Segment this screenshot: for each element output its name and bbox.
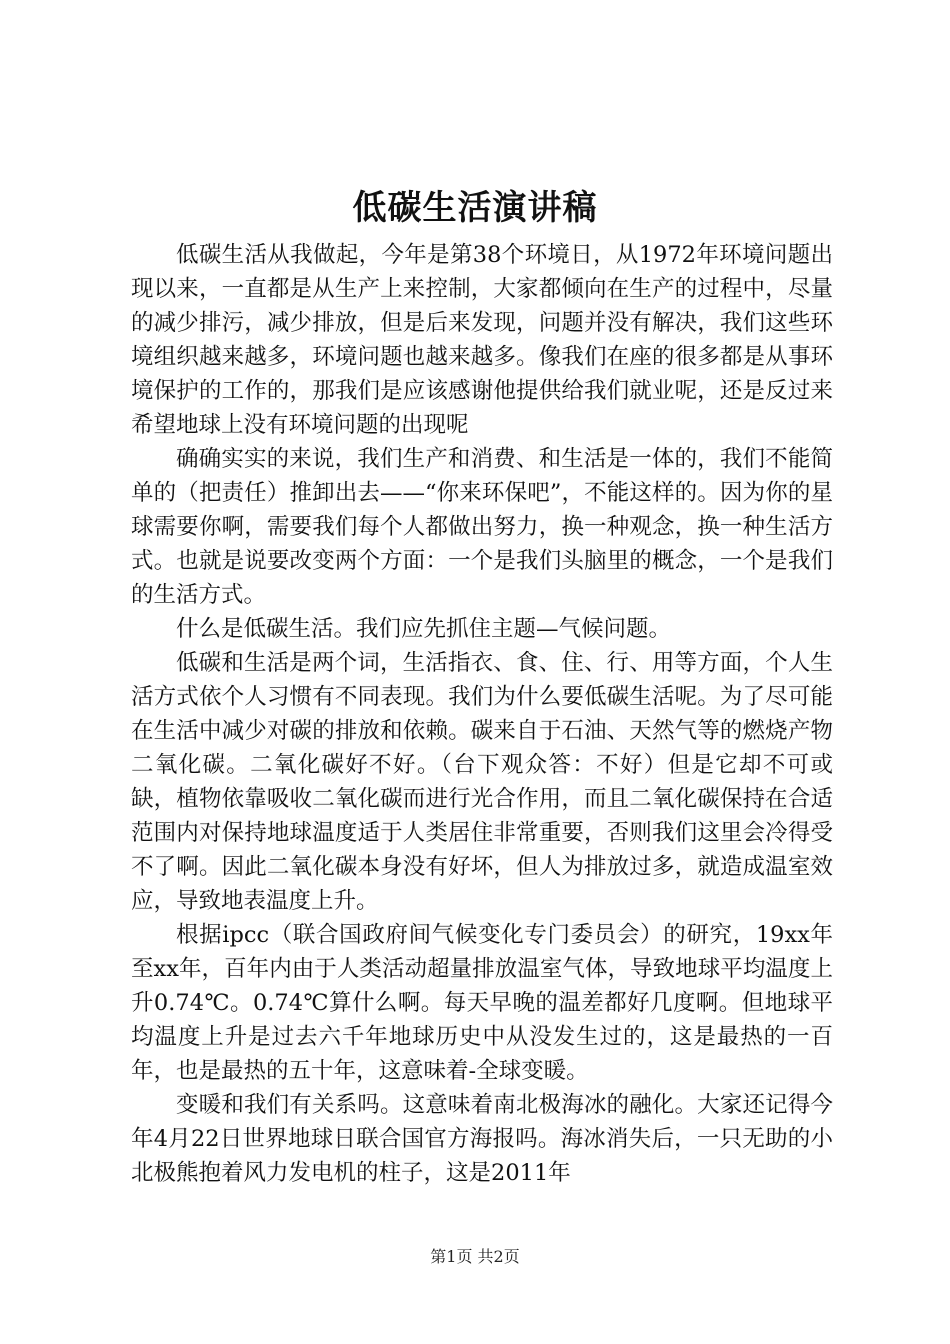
paragraph: 确确实实的来说，我们生产和消费、和生活是一体的，我们不能简单的（把责任）推卸出去——“你来环保吧”，不能这样的。因为你的星球需要你啊，需要我们每个人都做出努力，换一种观念，换一种生活方式。也就是说要改变两个方面：一个是我们头脑里的概念，一个是我们的生活方式。 [131, 446, 833, 608]
page-number-footer: 第1页 共2页 [430, 1247, 520, 1266]
paragraph: 变暖和我们有关系吗。这意味着南北极海冰的融化。大家还记得今年4月22日世界地球日联合国官方海报吗。海冰消失后，一只无助的小北极熊抱着风力发电机的柱子，这是2011年 [131, 1092, 833, 1186]
document-body [131, 238, 833, 1190]
paragraph: 什么是低碳生活。我们应先抓住主题—气候问题。 [176, 616, 672, 642]
paragraph: 根据ipcc（联合国政府间气候变化专门委员会）的研究，19xx年至xx年，百年内由于人类活动超量排放温室气体，导致地球平均温度上升0.74℃。0.74℃算什么啊。每天早晚的温差都好几度啊。但地球平均温度上升是过去六千年地球历史中从没发生过的，这是最热的一百年，也是最热的五十年，这意味着-全球变暖。 [131, 922, 833, 1084]
paragraph: 低碳生活从我做起，今年是第38个环境日，从1972年环境问题出现以来，一直都是从生产上来控制，大家都倾向在生产的过程中，尽量的减少排污，减少排放，但是后来发现，问题并没有解决，我们这些环境组织越来越多，环境问题也越来越多。像我们在座的很多都是从事环境保护的工作的，那我们是应该感谢他提供给我们就业呢，还是反过来希望地球上没有环境问题的出现呢 [131, 242, 833, 438]
document-title: 低碳生活演讲稿 [352, 188, 598, 228]
paragraph: 低碳和生活是两个词，生活指衣、食、住、行、用等方面，个人生活方式依个人习惯有不同表现。我们为什么要低碳生活呢。为了尽可能在生活中减少对碳的排放和依赖。碳来自于石油、天然气等的燃烧产物二氧化碳。二氧化碳好不好。（台下观众答：不好）但是它却不可或缺，植物依靠吸收二氧化碳而进行光合作用，而且二氧化碳保持在合适范围内对保持地球温度适于人类居住非常重要，否则我们这里会冷得受不了啊。因此二氧化碳本身没有好坏，但人为排放过多，就造成温室效应，导致地表温度上升。 [131, 650, 833, 914]
